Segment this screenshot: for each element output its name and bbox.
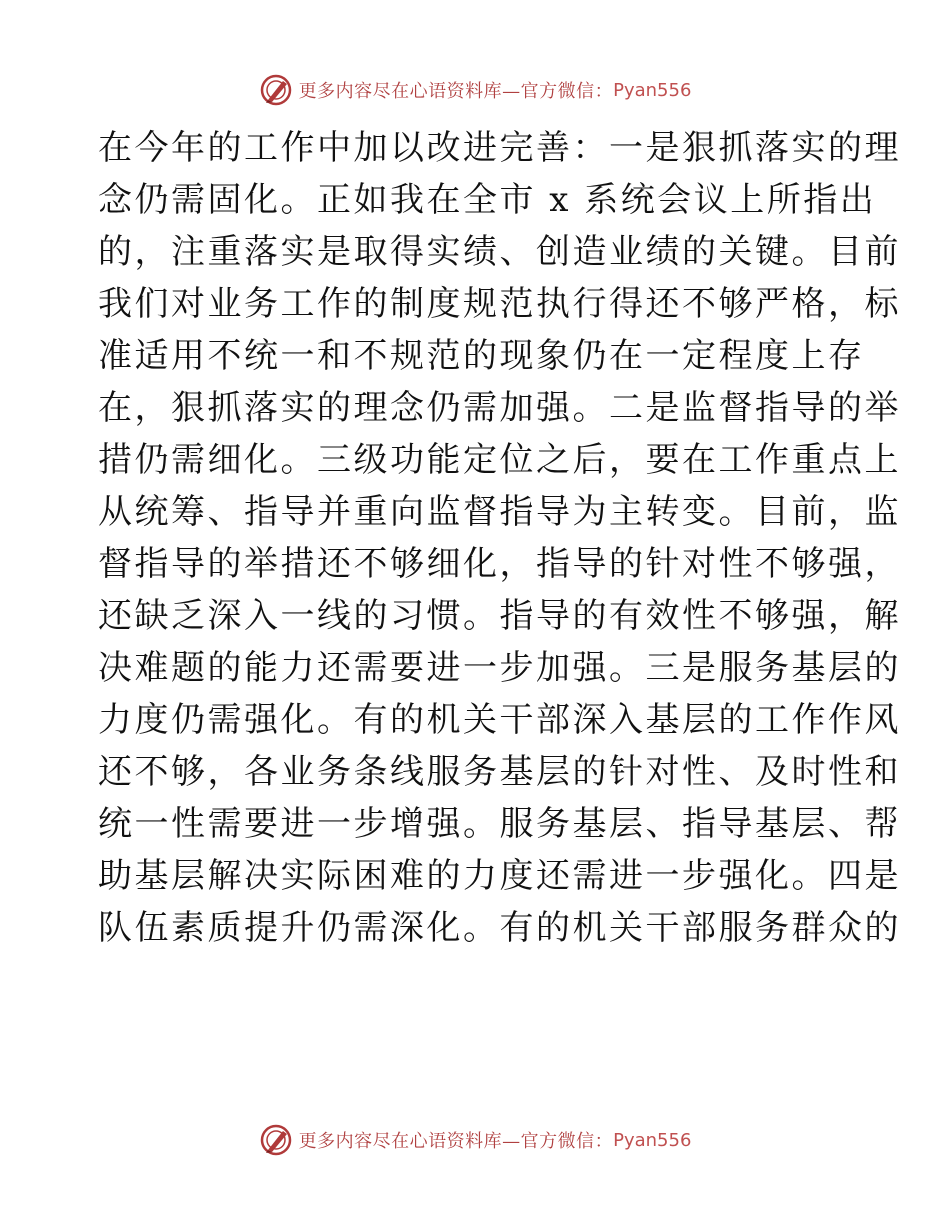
body-line: 的，注重落实是取得实绩、创造业绩的关键。目前	[98, 232, 901, 272]
body-line: 措仍需细化。三级功能定位之后，要在工作重点上	[98, 440, 901, 480]
pen-logo-icon	[259, 73, 293, 107]
body-line: 从统筹、指导并重向监督指导为主转变。目前，监	[98, 492, 901, 532]
body-line: 准适用不统一和不规范的现象仍在一定程度上存	[98, 336, 865, 376]
footer-wechat-id: Pyan556	[613, 1129, 692, 1151]
body-line: 队伍素质提升仍需深化。有的机关干部服务群众的	[98, 908, 901, 948]
body-line: 我们对业务工作的制度规范执行得还不够严格，标	[98, 284, 901, 324]
body-line: 助基层解决实际困难的力度还需进一步强化。四是	[98, 856, 901, 896]
footer-banner-text: 更多内容尽在心语资料库—官方微信：	[298, 1131, 614, 1152]
body-line: 统一性需要进一步增强。服务基层、指导基层、帮	[98, 804, 901, 844]
body-line: 在今年的工作中加以改进完善：一是狠抓落实的理	[98, 128, 901, 168]
body-line: 决难题的能力还需要进一步加强。三是服务基层的	[98, 648, 901, 688]
pen-logo-icon	[259, 1123, 293, 1157]
body-line: 念仍需固化。正如我在全市 x 系统会议上所指出	[98, 180, 877, 220]
body-line: 在，狠抓落实的理念仍需加强。二是监督指导的举	[98, 388, 901, 428]
header-wechat-id: Pyan556	[613, 79, 692, 101]
body-line: 还不够，各业务条线服务基层的针对性、及时性和	[98, 752, 901, 792]
body-line: 力度仍需强化。有的机关干部深入基层的工作作风	[98, 700, 901, 740]
footer-banner	[0, 1120, 950, 1160]
document-body	[98, 122, 901, 954]
header-banner	[0, 70, 950, 110]
body-line: 督指导的举措还不够细化，指导的针对性不够强，	[98, 544, 901, 584]
header-banner-text: 更多内容尽在心语资料库—官方微信：	[298, 81, 614, 102]
body-line: 还缺乏深入一线的习惯。指导的有效性不够强，解	[98, 596, 901, 636]
